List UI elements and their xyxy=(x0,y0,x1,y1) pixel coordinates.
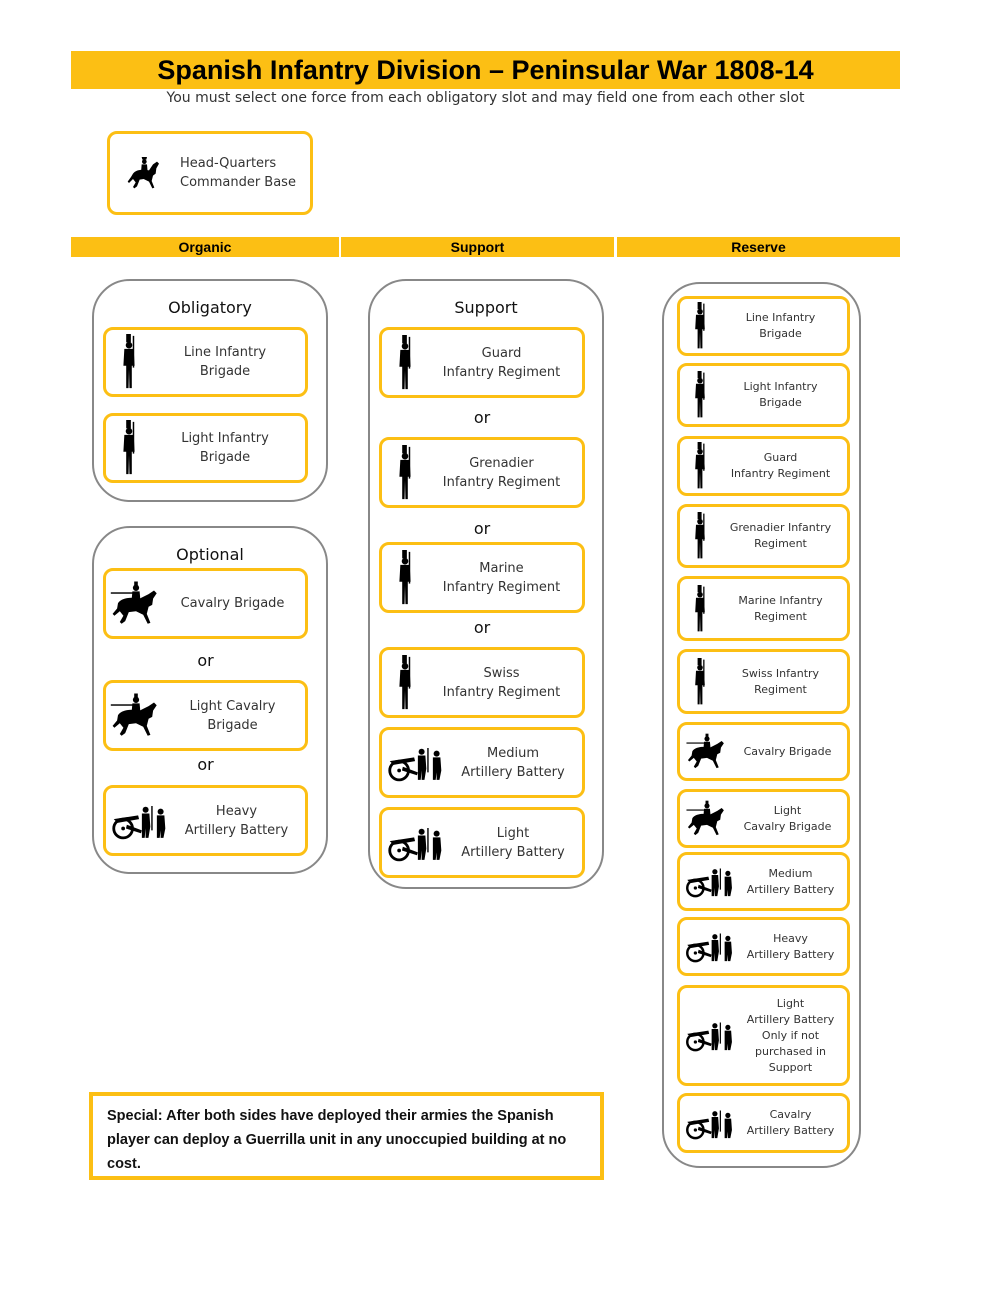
artillery-icon xyxy=(382,824,450,862)
cavalry-icon xyxy=(106,693,166,739)
unit-label: Medium Artillery Battery xyxy=(746,866,835,896)
infantry-icon xyxy=(680,658,720,706)
support-marine-infantry-card[interactable] xyxy=(379,542,585,613)
artillery-icon xyxy=(680,930,740,963)
artillery-icon xyxy=(106,802,174,840)
support-guard-infantry-card[interactable] xyxy=(379,327,585,398)
special-rule-box: Special: After both sides have deployed their armies the Spanish player can deploy a Guerrilla unit in any unoccupied building at no cost. xyxy=(89,1092,604,1180)
unit-label: Swiss Infantry Regiment xyxy=(442,665,561,700)
unit-label: Cavalry Brigade xyxy=(743,744,832,758)
reserve-cavalry-card[interactable] xyxy=(677,722,850,781)
optional-light-cavalry-card[interactable] xyxy=(103,680,308,751)
page-title: Spanish Infantry Division – Peninsular War 1808-14 xyxy=(157,55,814,85)
page-subtitle: You must select one force from each obligatory slot and may field one from each other slot xyxy=(166,90,805,106)
unit-label: Marine Infantry Regiment xyxy=(738,593,823,623)
or-separator: or xyxy=(473,618,491,637)
hq-commander-card[interactable] xyxy=(107,131,313,215)
column-header-reserve: Reserve xyxy=(617,237,900,257)
support-swiss-infantry-card[interactable] xyxy=(379,647,585,718)
mounted-commander-icon xyxy=(110,143,180,203)
unit-label: Light Artillery Battery xyxy=(461,825,565,860)
infantry-icon xyxy=(382,335,427,391)
infantry-icon xyxy=(680,442,720,490)
or-separator: or xyxy=(197,651,214,670)
infantry-icon xyxy=(106,420,151,476)
unit-label: Guard Infantry Regiment xyxy=(442,345,561,380)
title-bar xyxy=(71,51,900,89)
reserve-light-infantry-card[interactable] xyxy=(677,363,850,427)
unit-label: Marine Infantry Regiment xyxy=(442,560,561,595)
unit-label: Line Infantry Brigade xyxy=(183,345,267,379)
infantry-icon xyxy=(680,512,720,560)
support-light-artillery-card[interactable] xyxy=(379,807,585,878)
infantry-icon xyxy=(382,655,427,711)
column-header-support: Support xyxy=(341,237,614,257)
support-grenadier-infantry-card[interactable] xyxy=(379,437,585,508)
artillery-icon xyxy=(680,1019,740,1052)
unit-label: Medium Artillery Battery xyxy=(461,745,565,780)
reserve-cavalry-artillery-card[interactable] xyxy=(677,1093,850,1153)
obligatory-title: Obligatory xyxy=(168,298,252,317)
unit-label: Line Infantry Brigade xyxy=(745,311,816,340)
or-separator: or xyxy=(473,519,491,538)
unit-label: Heavy Artillery Battery xyxy=(184,803,289,838)
infantry-icon xyxy=(680,585,720,633)
optional-heavy-artillery-card[interactable] xyxy=(103,785,308,856)
unit-label: Heavy Artillery Battery xyxy=(746,931,835,961)
unit-label: Cavalry Brigade xyxy=(180,596,285,611)
unit-label: Guard Infantry Regiment xyxy=(730,451,831,480)
obligatory-light-infantry-card[interactable] xyxy=(103,413,308,483)
unit-label: Grenadier Infantry Regiment xyxy=(442,455,561,490)
support-title: Support xyxy=(454,298,518,317)
unit-label: Light Cavalry Brigade xyxy=(743,803,832,833)
infantry-icon xyxy=(680,371,720,419)
artillery-icon xyxy=(680,865,740,898)
infantry-icon xyxy=(680,302,720,350)
infantry-icon xyxy=(382,550,427,606)
infantry-icon xyxy=(106,334,151,390)
reserve-guard-infantry-card[interactable] xyxy=(677,436,850,496)
reserve-heavy-artillery-card[interactable] xyxy=(677,917,850,976)
reserve-swiss-infantry-card[interactable] xyxy=(677,649,850,714)
reserve-light-cavalry-card[interactable] xyxy=(677,789,850,848)
reserve-marine-infantry-card[interactable] xyxy=(677,576,850,641)
unit-label: Light Artillery Battery Only if not purchased in Support xyxy=(746,996,835,1074)
unit-label: Light Cavalry Brigade xyxy=(189,698,276,733)
optional-cavalry-card[interactable] xyxy=(103,568,308,639)
support-medium-artillery-card[interactable] xyxy=(379,727,585,798)
reserve-light-artillery-card[interactable] xyxy=(677,985,850,1086)
or-separator: or xyxy=(473,408,491,427)
unit-label: Grenadier Infantry Regiment xyxy=(729,521,832,550)
hq-label: Head-Quarters Commander Base xyxy=(180,156,296,190)
obligatory-line-infantry-card[interactable] xyxy=(103,327,308,397)
unit-label: Light Infantry Brigade xyxy=(743,380,818,409)
reserve-medium-artillery-card[interactable] xyxy=(677,852,850,911)
cavalry-icon xyxy=(106,581,166,627)
or-separator: or xyxy=(197,755,214,774)
reserve-grenadier-infantry-card[interactable] xyxy=(677,504,850,568)
optional-title: Optional xyxy=(176,545,244,564)
artillery-icon xyxy=(382,744,450,782)
cavalry-icon xyxy=(680,733,734,771)
reserve-line-infantry-card[interactable] xyxy=(677,296,850,356)
infantry-icon xyxy=(382,445,427,501)
cavalry-icon xyxy=(680,800,734,838)
unit-label: Swiss Infantry Regiment xyxy=(741,666,820,696)
unit-label: Light Infantry Brigade xyxy=(181,431,269,465)
artillery-icon xyxy=(680,1107,740,1140)
column-header-organic: Organic xyxy=(71,237,339,257)
unit-label: Cavalry Artillery Battery xyxy=(746,1108,835,1137)
